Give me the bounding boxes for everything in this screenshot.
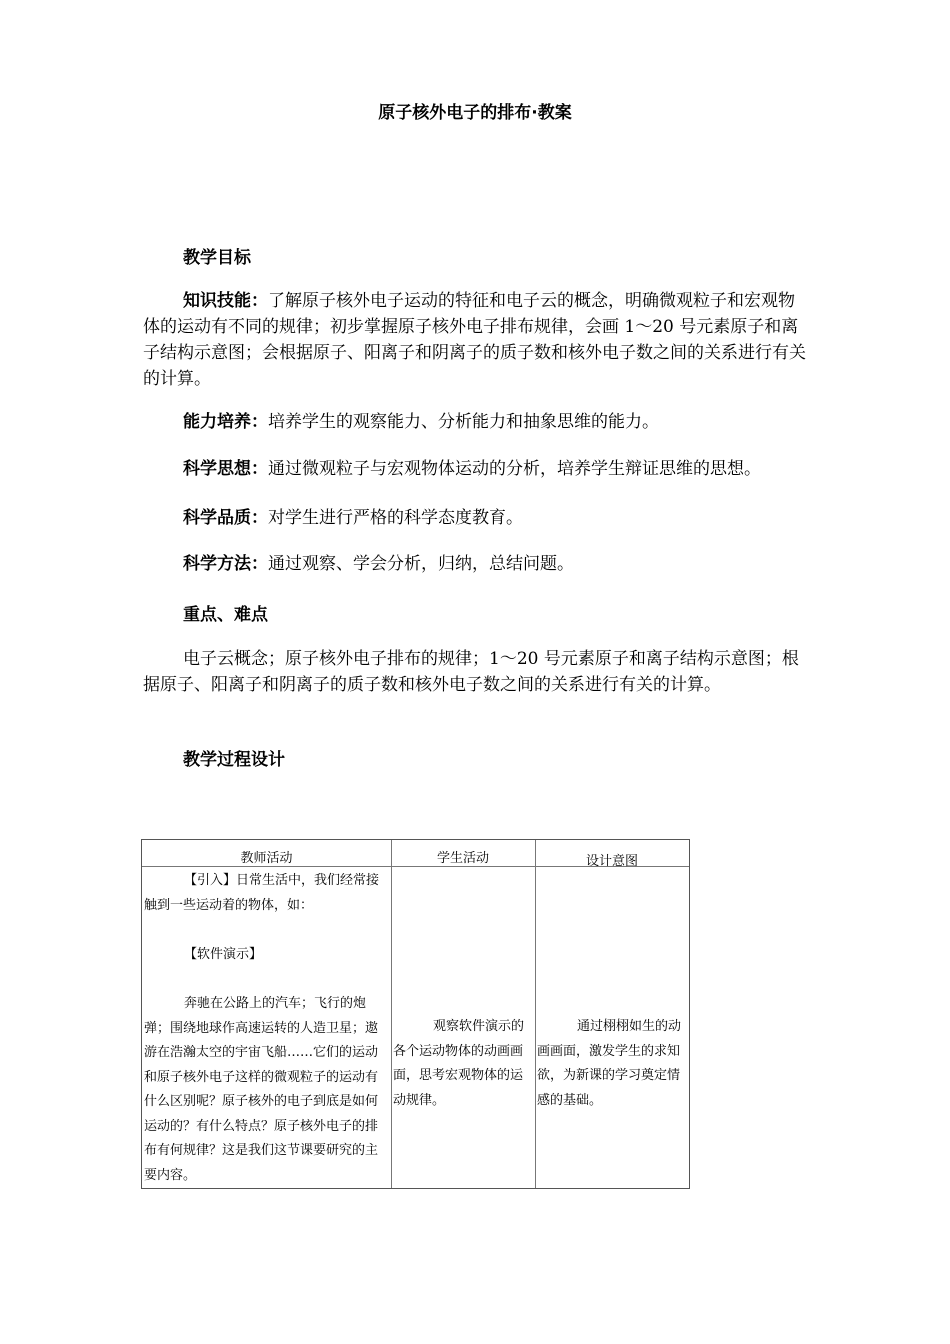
thinking-text: 通过微观粒子与宏观物体运动的分析，培养学生辩证思维的思想。 xyxy=(268,459,761,479)
header-teacher: 教师活动 xyxy=(240,851,293,866)
knowledge-label: 知识技能： xyxy=(183,291,268,311)
ability-paragraph xyxy=(143,409,809,435)
column-divider xyxy=(535,840,536,1188)
keypoints-heading: 重点、难点 xyxy=(183,605,268,625)
teacher-content: 奔驰在公路上的汽车；飞行的炮弹；围绕地球作高速运转的人造卫星；遨游在浩瀚太空的宇宙飞船……它们的运动和原子核外电子这样的微观粒子的运动有什么区别呢？原子核外的电子到底是如何运动的？有什么特点？原子核外电子的排布有何规律？这是我们这节课要研究的主要内容。 xyxy=(144,996,379,1183)
method-label: 科学方法： xyxy=(183,554,268,574)
process-heading: 教学过程设计 xyxy=(183,750,285,770)
method-paragraph xyxy=(143,551,809,577)
thinking-label: 科学思想： xyxy=(183,459,268,479)
quality-text: 对学生进行严格的科学态度教育。 xyxy=(268,508,523,528)
method-text: 通过观察、学会分析，归纳，总结问题。 xyxy=(268,554,574,574)
keypoints-text: 电子云概念；原子核外电子排布的规律；1～20 号元素原子和离子结构示意图；根据原子、阳离子和阴离子的质子数和核外电子数之间的关系进行有关的计算。 xyxy=(143,649,799,695)
teacher-demo: 【软件演示】 xyxy=(184,947,263,962)
student-activity: 观察软件演示的各个运动物体的动画画面，思考宏观物体的运动规律。 xyxy=(393,1019,525,1108)
header-student: 学生活动 xyxy=(436,851,489,866)
process-table xyxy=(141,839,690,1189)
knowledge-text: 了解原子核外电子运动的特征和电子云的概念，明确微观粒子和宏观物体的运动有不同的规律；初步掌握原子核外电子排布规律，会画 1～20 号元素原子和离子结构示意图；会根据原子、阳离子和阴离子的质子数和核外电子数之间的关系进行有关的计算。 xyxy=(143,291,806,389)
ability-label: 能力培养： xyxy=(183,412,268,432)
objectives-heading: 教学目标 xyxy=(183,248,251,268)
design-intent: 通过栩栩如生的动画画面，激发学生的求知欲，为新课的学习奠定情感的基础。 xyxy=(537,1019,682,1108)
knowledge-paragraph xyxy=(143,288,809,392)
column-divider xyxy=(391,840,392,1188)
thinking-paragraph xyxy=(143,456,809,482)
quality-paragraph xyxy=(143,505,809,531)
page-title: 原子核外电子的排布·教案 xyxy=(378,103,572,123)
ability-text: 培养学生的观察能力、分析能力和抽象思维的能力。 xyxy=(268,412,659,432)
teacher-intro: 【引入】日常生活中，我们经常接触到一些运动着的物体，如： xyxy=(144,873,380,913)
quality-label: 科学品质： xyxy=(183,508,268,528)
header-design: 设计意图 xyxy=(585,854,638,869)
